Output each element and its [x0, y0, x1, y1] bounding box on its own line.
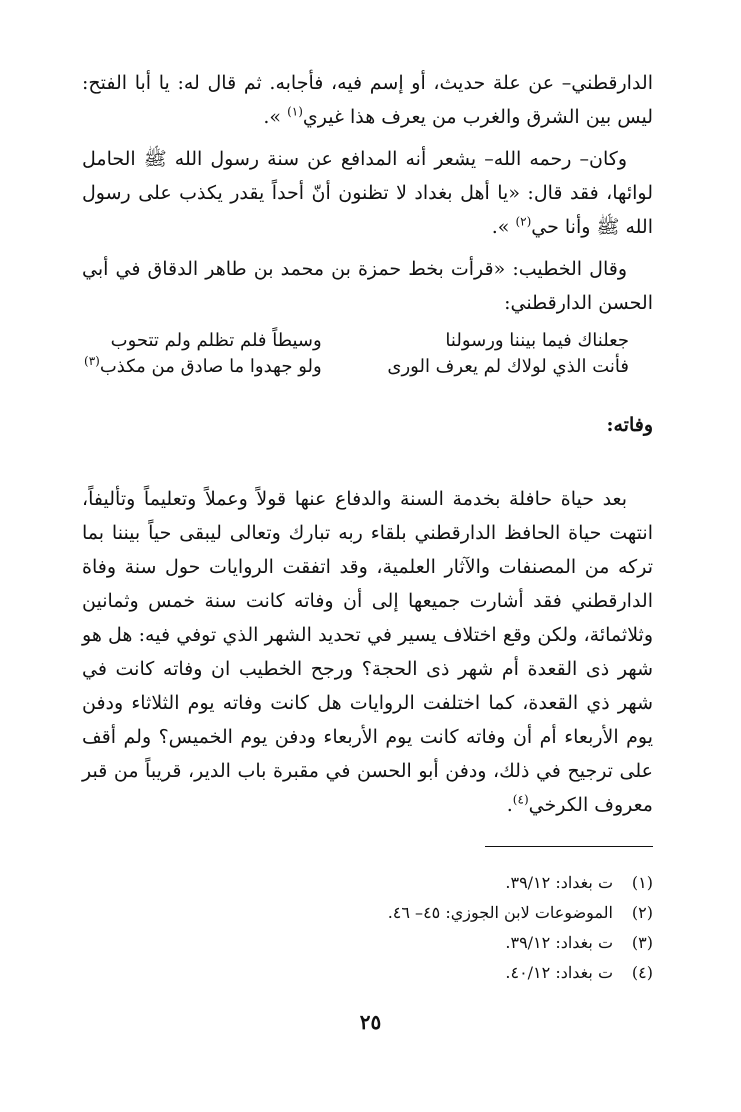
footnote-ref-3: (٣): [84, 354, 100, 368]
paragraph-1: [82, 66, 653, 134]
footnote-text: ت بغداد: ٣٩/١٢.: [505, 933, 613, 952]
footnote-divider: [485, 846, 653, 847]
paragraph-3-text: وقال الخطيب: «قرأت بخط حمزة بن محمد بن طاهر الدقاق في أبي الحسن الدارقطني:: [82, 258, 653, 314]
paragraph-2-text: وكان– رحمه الله– يشعر أنه المدافع عن سنة رسول الله ﷺ الحامل لوائها، فقد قال: «يا أهل بغداد لا تظنون أنّ أحداً يقدر يكذب على رسول الله ﷺ وأنا حي: [82, 148, 653, 238]
footnote-text: ت بغداد: ٤٠/١٢.: [505, 963, 613, 982]
footnote-text: الموضوعات لابن الجوزي: ٤٥– ٤٦.: [387, 903, 613, 922]
footnote-number: (٣): [631, 933, 653, 952]
paragraph-2-end: ».: [491, 216, 516, 238]
footnote-number: (٤): [631, 963, 653, 982]
section-body-text: بعد حياة حافلة بخدمة السنة والدفاع عنها قولاً وعملاً وتعليماً وتأليفاً، انتهت حياة الحافظ الدارقطني بلقاء ربه تبارك وتعالى ليبقى حياً بيننا بما تركه من المصنفات والآثار العلمية، وقد اتفقت الروايات حول سنة وفاة الدارقطني فقد أشارت جميعها إلى أن وفاته كانت سنة خمس وثمانين وثلاثمائة، ولكن وقع اختلاف يسير في تحديد الشهر الذي توفي فيه: هل هو شهر ذى القعدة أم شهر ذى الحجة؟ ورجح الخطيب ان وفاته كانت في شهر ذي القعدة، كما اختلفت الروايات هل كانت وفاته يوم الثلاثاء ودفن يوم الأربعاء أم أن وفاته كانت يوم الأربعاء ودفن يوم الخميس؟ ولم أقف على ترجيح في ذلك، ودفن أبو الحسن في مقبرة باب الدير، قريباً من قبر معروف الكرخي: [82, 488, 653, 816]
footnote-number: (١): [631, 873, 653, 892]
footnote-ref-1: (١): [287, 104, 303, 119]
poem-line-2-right: فأنت الذي لولاك لم يعرف الورى: [387, 356, 629, 377]
footnote-item: [82, 928, 653, 958]
section-body: [82, 482, 653, 822]
paragraph-1-text: الدارقطني– عن علة حديث، أو إسم فيه، فأجابه. ثم قال له: يا أبا الفتح: ليس بين الشرق والغرب من يعرف هذا غيري: [82, 72, 653, 128]
poem-line-2-left-wrap: [84, 354, 322, 380]
main-text: [82, 66, 653, 830]
poem-line-2-left: ولو جهدوا ما صادق من مكذب: [99, 356, 322, 377]
poem: [84, 328, 629, 380]
footnote-text: ت بغداد: ٣٩/١٢.: [505, 873, 613, 892]
footnote-ref-4: (٤): [512, 792, 529, 807]
footnote-item: [82, 898, 653, 928]
poem-left-hemistichs: [84, 328, 322, 380]
footnote-number: (٢): [631, 903, 653, 922]
paragraph-1-end: ».: [263, 106, 288, 128]
poem-line-1-right: جعلناك فيما بيننا ورسولنا: [445, 330, 629, 351]
paragraph-3: [82, 252, 653, 320]
footnote-item: [82, 868, 653, 898]
footnote-item: [82, 958, 653, 988]
section-body-end: .: [506, 794, 513, 816]
poem-right-hemistichs: [387, 328, 629, 380]
paragraph-2: [82, 142, 653, 244]
section-heading: وفاته:: [606, 414, 653, 436]
footnote-ref-2: (٢): [515, 214, 532, 229]
footnotes-list: [82, 868, 653, 988]
poem-line-1-left: وسيطاً فلم تظلم ولم تتحوب: [110, 330, 322, 351]
page-number: ٢٥: [359, 1010, 382, 1034]
